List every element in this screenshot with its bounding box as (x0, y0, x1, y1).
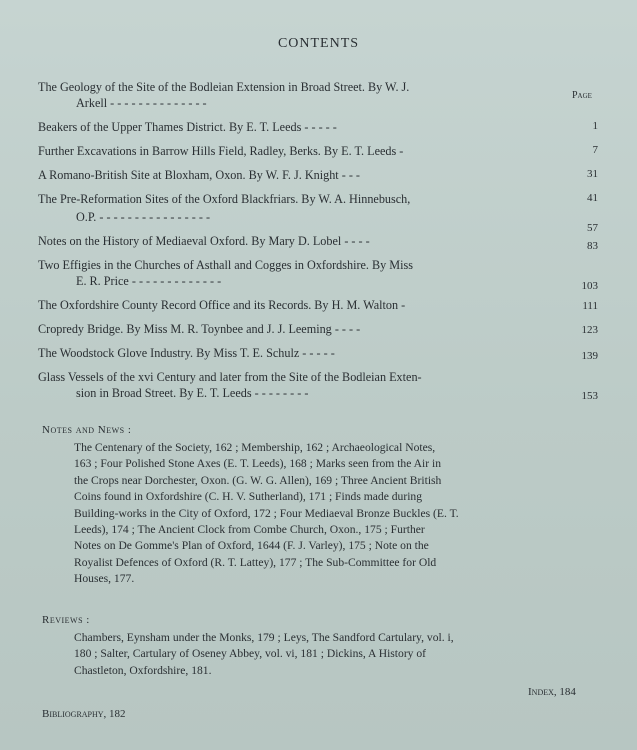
toc-entry-title: Cropredy Bridge. By Miss M. R. Toynbee and J. J. Leeming - - - - (38, 322, 361, 336)
toc-entry-title: The Pre-Reformation Sites of the Oxford Blackfriars. By W. A. Hinnebusch, (38, 192, 411, 206)
notes-news-body (74, 440, 594, 588)
toc-entry-title: Notes on the History of Mediaeval Oxford. By Mary D. Lobel - - - - (38, 234, 370, 248)
notes-line: 163 ; Four Polished Stone Axes (E. T. Leeds), 168 ; Marks seen from the Air in (74, 457, 441, 471)
toc-page-number: 41 (587, 192, 598, 204)
notes-line: Building-works in the City of Oxford, 172 ; Four Mediaeval Bronze Buckles (E. T. (74, 506, 459, 520)
toc-entry-title: The Geology of the Site of the Bodleian Extension in Broad Street. By W. J. (38, 80, 410, 94)
reviews-body (74, 630, 594, 679)
notes-line: Notes on De Gomme's Plan of Oxford, 1644 (F. J. Varley), 175 ; Note on the (74, 539, 429, 553)
toc-entry-continuation: E. R. Price - - - - - - - - - - - - - (76, 274, 222, 288)
reviews-line: 180 ; Salter, Cartulary of Oseney Abbey, vol. vi, 181 ; Dickins, A History of (74, 647, 427, 661)
toc-entry-continuation: sion in Broad Street. By E. T. Leeds - - - - - - - - (76, 386, 309, 400)
reviews-line: Chastleton, Oxfordshire, 181. (74, 663, 212, 677)
toc-page-number: 123 (581, 324, 598, 336)
toc-page-number: 139 (581, 350, 598, 362)
toc-page-number: 1 (592, 120, 598, 132)
index-entry[interactable]: Index, 184 (528, 686, 576, 698)
notes-line: Leeds), 174 ; The Ancient Clock from Combe Church, Oxon., 175 ; Further (74, 523, 425, 537)
toc-entry-title: The Oxfordshire County Record Office and its Records. By H. M. Walton - (38, 298, 406, 312)
notes-line: Royalist Defences of Oxford (R. T. Lattey), 177 ; The Sub-Committee for Old (74, 555, 437, 569)
toc-entry-title: Further Excavations in Barrow Hills Field, Radley, Berks. By E. T. Leeds - (38, 144, 404, 158)
toc-entry-title: Beakers of the Upper Thames District. By E. T. Leeds - - - - - (38, 120, 337, 134)
toc-entry-title: Two Effigies in the Churches of Asthall and Cogges in Oxfordshire. By Miss (38, 258, 414, 272)
notes-line: Houses, 177. (74, 572, 135, 586)
toc-page-number: 7 (592, 144, 598, 156)
notes-line: the Crops near Dorchester, Oxon. (G. W. G. Allen), 169 ; Three Ancient British (74, 473, 442, 487)
toc-page-number: 103 (581, 280, 598, 292)
toc-page-number: 31 (587, 168, 598, 180)
reviews-line: Chambers, Eynsham under the Monks, 179 ; Leys, The Sandford Cartulary, vol. i, (74, 631, 454, 644)
toc-page-number: 57 (587, 222, 598, 234)
notes-line: Coins found in Oxfordshire (C. H. V. Sutherland), 171 ; Finds made during (74, 490, 423, 504)
reviews-label: Reviews : (42, 614, 90, 626)
toc-page-number: 83 (587, 240, 598, 252)
page-column-label: Page (572, 90, 592, 101)
toc-entry-continuation: Arkell - - - - - - - - - - - - - - (76, 96, 207, 110)
bibliography-entry[interactable]: Bibliography, 182 (42, 708, 126, 720)
toc-entry-title: Glass Vessels of the xvi Century and later from the Site of the Bodleian Exten- (38, 370, 422, 384)
toc-entry-title: A Romano-British Site at Bloxham, Oxon. By W. F. J. Knight - - - (38, 168, 360, 182)
toc-page-number: 153 (581, 390, 598, 402)
page-title: CONTENTS (277, 36, 360, 51)
toc-entry-continuation: O.P. - - - - - - - - - - - - - - - - (76, 210, 211, 224)
notes-line: The Centenary of the Society, 162 ; Membership, 162 ; Archaeological Notes, (74, 441, 436, 454)
toc-page-number: 111 (582, 300, 598, 312)
notes-news-label: Notes and News : (42, 424, 132, 436)
toc-entry-title: The Woodstock Glove Industry. By Miss T. E. Schulz - - - - - (38, 346, 335, 360)
